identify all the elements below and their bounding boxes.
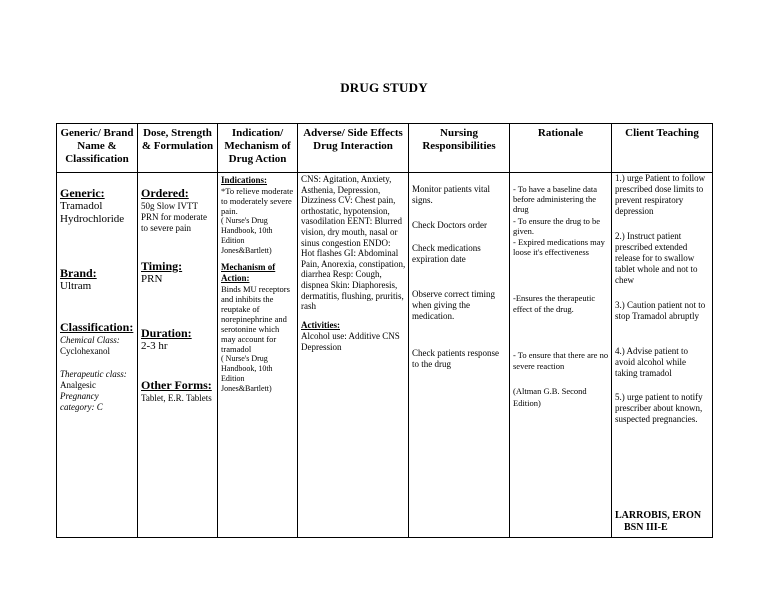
mechanism-label: Mechanism of Action: — [221, 262, 276, 283]
author-name: LARROBIS, ERON — [615, 510, 702, 521]
header-indication: Indication/ Mechanism of Drug Action — [218, 124, 298, 173]
content-row — [57, 173, 713, 538]
chemical-class-value: Cyclohexanol — [60, 346, 110, 356]
cell-generic-brand — [57, 173, 138, 538]
cell-indication — [218, 173, 298, 538]
cell-rationale — [510, 173, 612, 538]
pregnancy-category: Pregnancy category: C — [60, 391, 103, 412]
ordered-value: 50g Slow IVTT PRN for moderate to severe pain — [141, 201, 207, 233]
cell-dose — [138, 173, 218, 538]
cell-client-teaching — [612, 173, 713, 538]
teaching-item-5: 5.) urge patient to notify prescriber about known, suspected pregnancies. — [615, 392, 703, 424]
cell-nursing-responsibilities — [409, 173, 510, 538]
other-forms-label: Other Forms: — [141, 378, 212, 392]
timing-label: Timing: — [141, 259, 183, 273]
teaching-item-3: 3.) Caution patient not to stop Tramadol abruptly — [615, 300, 706, 321]
other-forms-value: Tablet, E.R. Tablets — [141, 393, 212, 403]
header-rationale: Rationale — [510, 124, 612, 173]
header-row — [57, 124, 713, 173]
ordered-label: Ordered: — [141, 186, 189, 200]
header-adverse-effects: Adverse/ Side Effects Drug Interaction — [298, 124, 409, 173]
header-dose: Dose, Strength & Formulation — [138, 124, 218, 173]
rationale-4: -Ensures the therapeutic effect of the drug. — [513, 293, 596, 314]
nursing-item-4: Observe correct timing when giving the medication. — [412, 289, 495, 321]
rationale-2: - To ensure the drug to be given. — [513, 216, 601, 236]
author-section: BSN III-E — [624, 522, 668, 533]
rationale-3: - Expired medications may loose it's effectiveness — [513, 237, 605, 257]
indications-label: Indications: — [221, 175, 268, 185]
cell-adverse-effects — [298, 173, 409, 538]
nursing-item-1: Monitor patients vital signs. — [412, 184, 490, 205]
rationale-reference: (Altman G.B. Second Edition) — [513, 386, 587, 408]
drug-study-table — [56, 123, 713, 538]
classification-label: Classification: — [60, 320, 134, 334]
teaching-item-1: 1.) urge Patient to follow prescribed dose limits to prevent respiratory depression — [615, 173, 706, 216]
header-generic-brand: Generic/ Brand Name & Classification — [57, 124, 138, 173]
therapeutic-class-value: Analgesic — [60, 380, 96, 390]
teaching-item-4: 4.) Advise patient to avoid alcohol while taking tramadol — [615, 346, 688, 378]
mechanism-reference: ( Nurse's Drug Handbook, 10th Edition Jones&Bartlett) — [221, 354, 273, 393]
nursing-item-3: Check medications expiration date — [412, 243, 481, 264]
adverse-effects-text: CNS: Agitation, Anxiety, Asthenia, Depression, Dizziness CV: Chest pain, orthostatic, hypotension, vasodilation EENT: Blurred vision, dry mouth, nasal or sinus congestion ENDO: Hot flashes GI: Abdominal Pain, Anorexia, constipation, diarrhea Resp: Cough, dispnea Skin: Diaphoresis, dermatitis, flushing, pruritis, rash — [301, 174, 406, 312]
mechanism-value: Binds MU receptors and inhibits the reuptake of norepinephrine and serotonine which may account for tramadol — [221, 284, 290, 354]
header-nursing-responsibilities: Nursing Responsibilities — [409, 124, 510, 173]
activities-value: Alcohol use: Additive CNS Depression — [301, 330, 400, 352]
rationale-5: - To ensure that there are no severe reaction — [513, 350, 609, 371]
nursing-item-2: Check Doctors order — [412, 220, 487, 230]
brand-value: Ultram — [60, 280, 92, 292]
generic-value: Tramadol Hydrochloride — [60, 200, 125, 225]
duration-value: 2-3 hr — [141, 340, 168, 352]
header-client-teaching: Client Teaching — [612, 124, 713, 173]
therapeutic-class-label: Therapeutic class: — [60, 369, 127, 379]
activities-label: Activities: — [301, 319, 340, 330]
indications-value: *To relieve moderate to moderately severe pain. — [221, 186, 294, 216]
rationale-1: - To have a baseline data before administering the drug — [513, 184, 597, 214]
teaching-item-2: 2.) Instruct patient prescribed extended release for to swallow tablet whole and not to chew — [615, 231, 698, 285]
brand-label: Brand: — [60, 266, 97, 280]
duration-label: Duration: — [141, 326, 192, 340]
chemical-class-label: Chemical Class: — [60, 335, 120, 345]
page-title: DRUG STUDY — [340, 80, 428, 95]
indications-reference: ( Nurse's Drug Handbook, 10th Edition Jones&Bartlett) — [221, 216, 273, 255]
nursing-item-5: Check patients response to the drug — [412, 348, 499, 369]
timing-value: PRN — [141, 273, 163, 285]
generic-label: Generic: — [60, 186, 105, 200]
